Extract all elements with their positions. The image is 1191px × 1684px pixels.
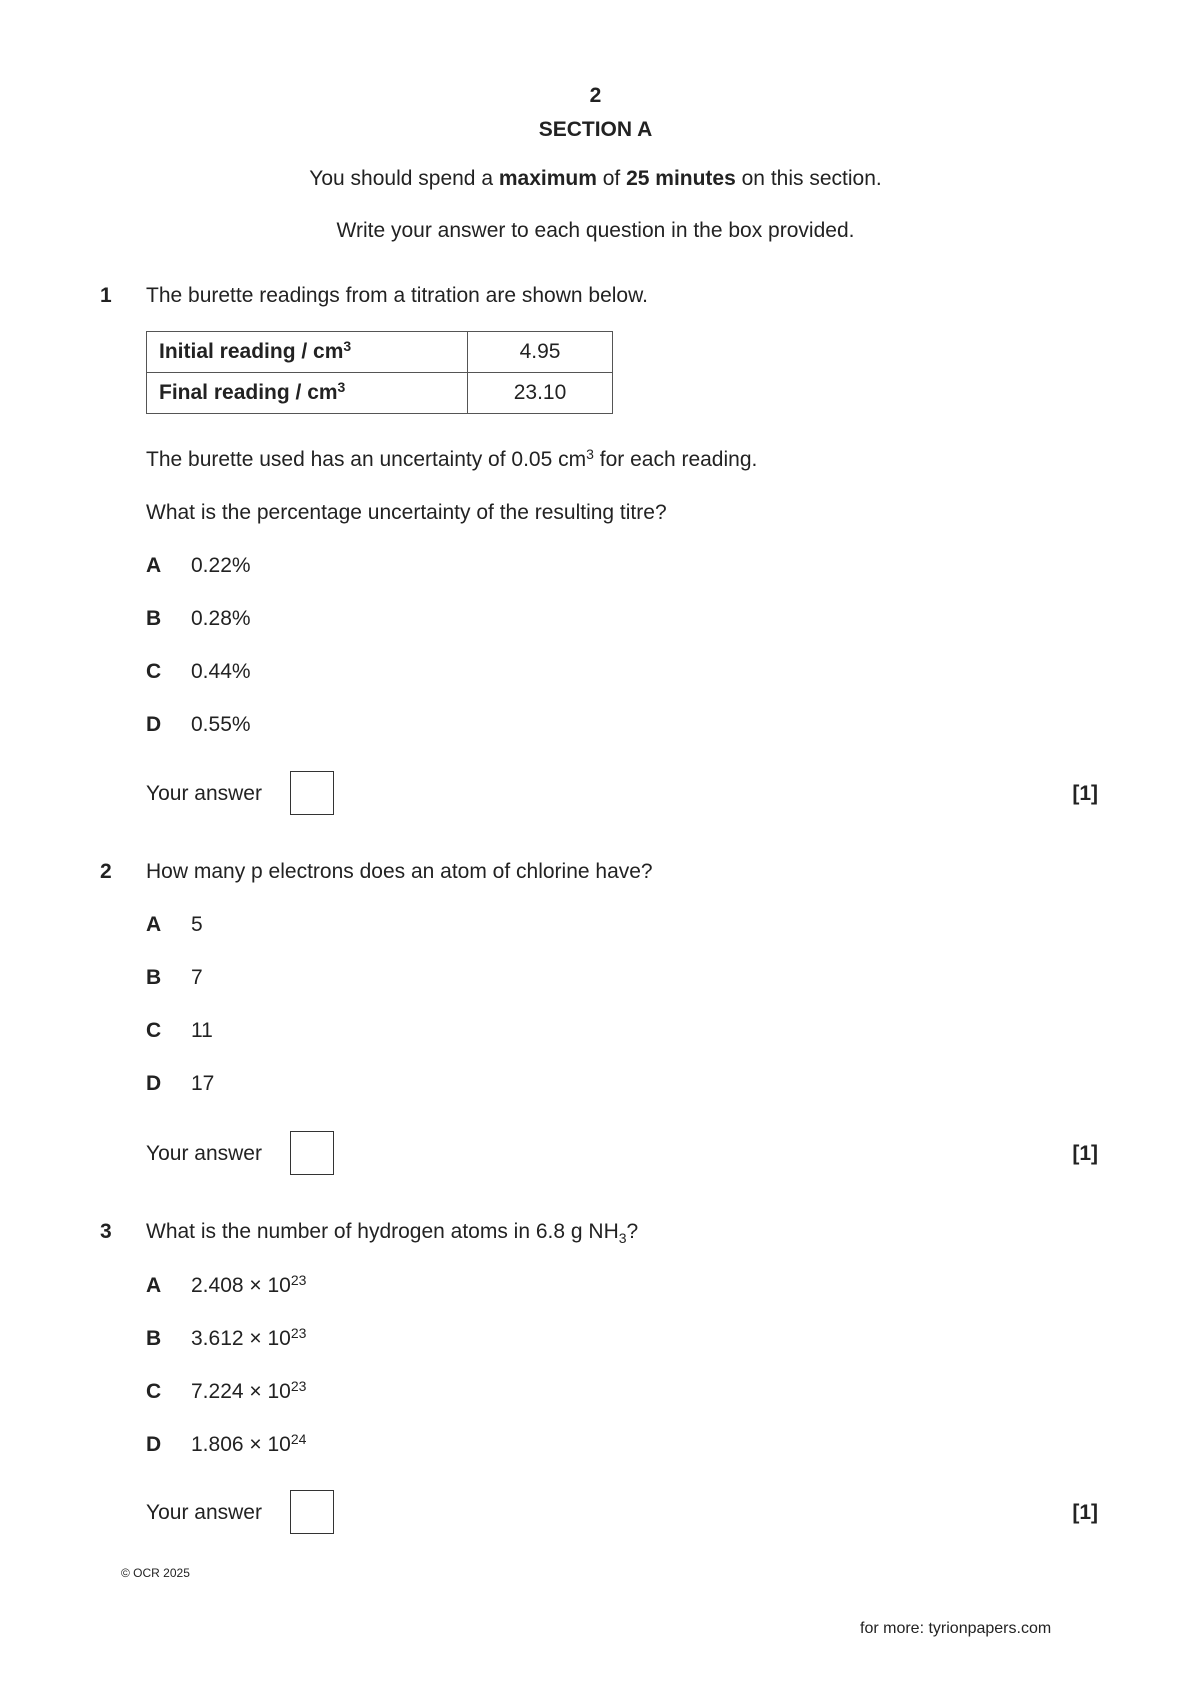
question-3-answer-box[interactable] bbox=[290, 1490, 334, 1534]
option-text: 0.44% bbox=[191, 660, 251, 683]
question-2-answer-box[interactable] bbox=[290, 1131, 334, 1175]
table-cell-value: 4.95 bbox=[468, 332, 613, 373]
question-1-stem: The burette readings from a titration are shown below. bbox=[146, 284, 648, 307]
option-text: $1.806 \times 10^{24}$ bbox=[191, 1431, 307, 1456]
option-text: 5 bbox=[191, 913, 203, 936]
table-cell-label: Final reading / $cm^3$ bbox=[147, 373, 468, 414]
instruction-time bbox=[0, 167, 1191, 191]
option-text: 0.28% bbox=[191, 607, 251, 630]
question-1-question: What is the percentage uncertainty of the resulting titre? bbox=[146, 501, 667, 524]
option-letter: B bbox=[146, 1327, 162, 1350]
instruction-time-post: on this section. bbox=[735, 167, 882, 190]
option-text: 11 bbox=[191, 1019, 213, 1042]
option-letter: B bbox=[146, 607, 162, 630]
option-letter: A bbox=[146, 554, 162, 577]
option-letter: C bbox=[146, 660, 162, 683]
option-letter: C bbox=[146, 1380, 162, 1403]
question-1-answer-label: Your answer bbox=[146, 782, 262, 805]
section-title: SECTION A bbox=[538, 118, 653, 141]
burette-readings-table bbox=[146, 331, 613, 414]
question-1-uncertainty: The burette used has an uncertainty of 0.05 $cm^3$ for each reading. bbox=[146, 446, 758, 471]
instruction-time-bold-1: maximum bbox=[498, 167, 597, 190]
table-cell-label: Initial reading / $cm^3$ bbox=[147, 332, 468, 373]
table-row bbox=[147, 332, 613, 373]
option-letter: B bbox=[146, 966, 162, 989]
question-1-marks: [1] bbox=[1072, 782, 1098, 805]
instruction-time-pre: You should spend a bbox=[309, 167, 499, 190]
question-3-stem: What is the number of hydrogen atoms in 6.8 g $NH_3$? bbox=[146, 1220, 639, 1246]
option-letter: C bbox=[146, 1019, 162, 1042]
table-row bbox=[147, 373, 613, 414]
option-letter: A bbox=[146, 1274, 162, 1297]
question-2-number: 2 bbox=[100, 860, 112, 883]
question-3-number: 3 bbox=[100, 1220, 112, 1243]
option-text: 0.55% bbox=[191, 713, 251, 736]
option-letter: D bbox=[146, 713, 162, 736]
question-2-answer-label: Your answer bbox=[146, 1142, 262, 1165]
option-text: $2.408 \times 10^{23}$ bbox=[191, 1272, 307, 1297]
instruction-time-bold-2: 25 minutes bbox=[626, 167, 736, 190]
question-2-stem: How many p electrons does an atom of chlorine have? bbox=[146, 860, 653, 883]
option-text: 7 bbox=[191, 966, 203, 989]
option-text: $7.224 \times 10^{23}$ bbox=[191, 1378, 307, 1403]
table-cell-value: 23.10 bbox=[468, 373, 613, 414]
page-number: 2 bbox=[589, 84, 602, 107]
instruction-answer: Write your answer to each question in the box provided. bbox=[336, 219, 855, 242]
option-letter: D bbox=[146, 1072, 162, 1095]
more-link-text: for more: tyrionpapers.com bbox=[860, 1620, 1052, 1637]
instruction-time-mid: of bbox=[596, 167, 627, 190]
copyright: © OCR 2025 bbox=[121, 1566, 190, 1580]
question-1-number: 1 bbox=[100, 284, 112, 307]
option-letter: A bbox=[146, 913, 162, 936]
question-3-marks: [1] bbox=[1072, 1501, 1098, 1524]
option-text: 0.22% bbox=[191, 554, 251, 577]
option-text: 17 bbox=[191, 1072, 215, 1095]
question-2-marks: [1] bbox=[1072, 1142, 1098, 1165]
option-letter: D bbox=[146, 1433, 162, 1456]
question-3-answer-label: Your answer bbox=[146, 1501, 262, 1524]
option-text: $3.612 \times 10^{23}$ bbox=[191, 1325, 307, 1350]
question-1-answer-box[interactable] bbox=[290, 771, 334, 815]
